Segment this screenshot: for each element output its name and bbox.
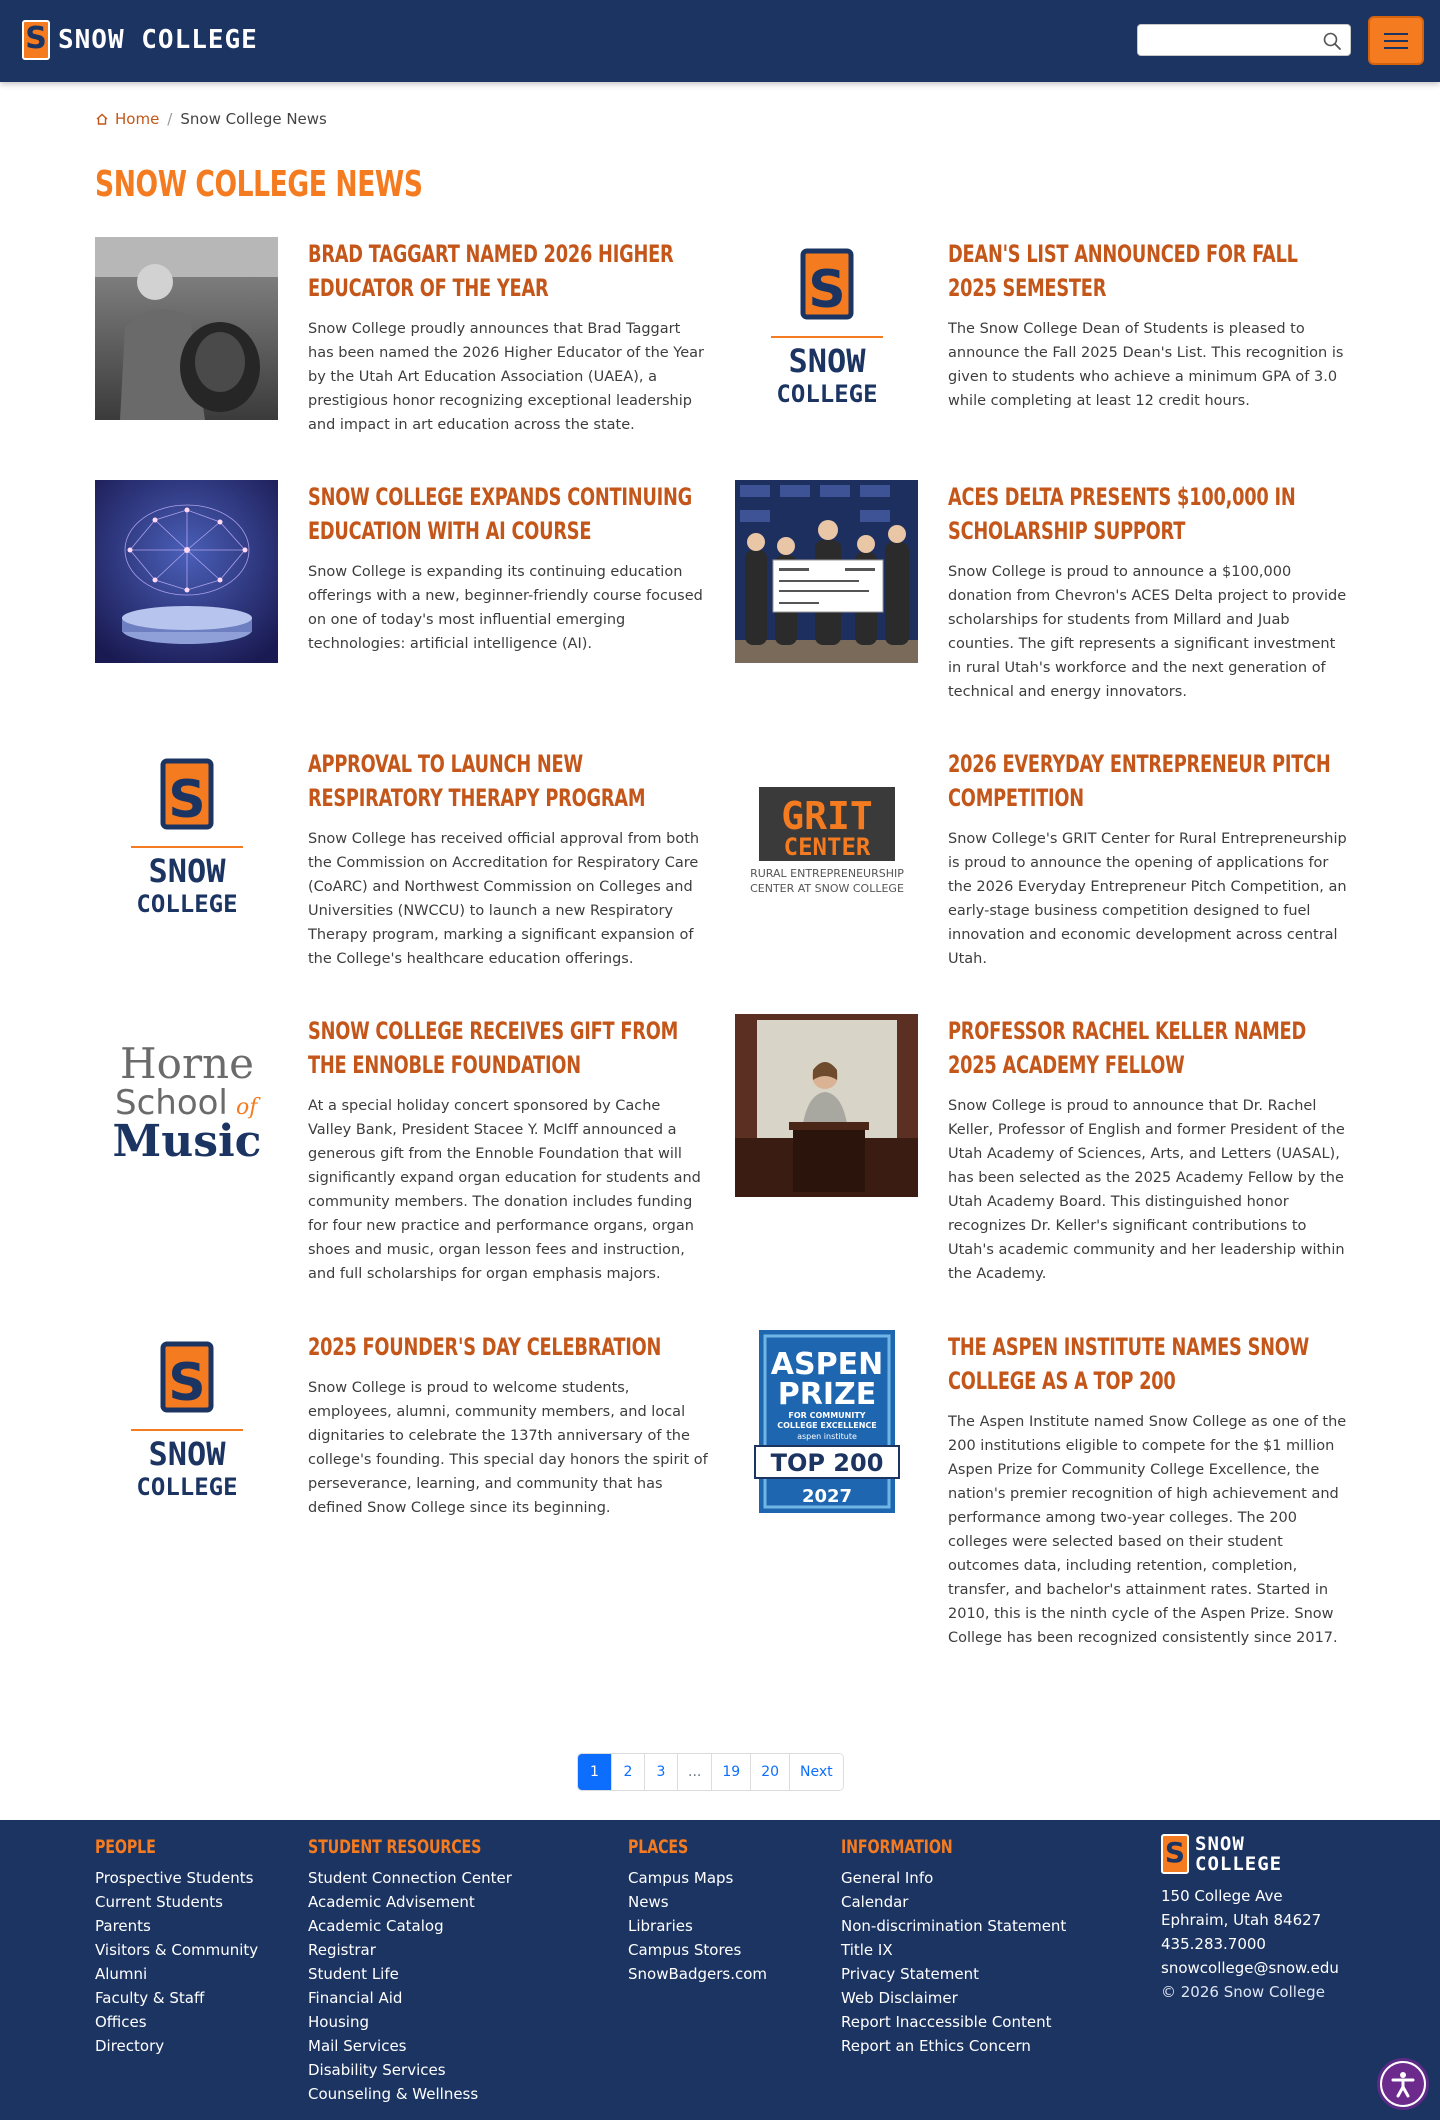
home-icon — [95, 112, 109, 126]
news-title[interactable]: SNOW COLLEGE EXPANDS CONTINUING EDUCATION WITH AI COURSE — [308, 483, 693, 545]
email-link[interactable]: snowcollege@snow.edu — [1161, 1959, 1339, 1977]
search-box — [1137, 24, 1351, 56]
address-line-1: 150 College Ave — [1161, 1887, 1283, 1905]
copyright: © 2026 Snow College — [1161, 1983, 1325, 2001]
news-summary: Snow College is expanding its continuing education offerings with a new, beginner-friendly course focused on one of today's most influential emerging technologies: artificial intelligence (AI). — [308, 564, 703, 652]
grit-center-logo[interactable] — [735, 747, 918, 930]
footer-logo-line1: SNOW — [1195, 1833, 1245, 1855]
logo-word-snow: SNOW — [788, 342, 866, 380]
footer-heading: PLACES — [628, 1836, 689, 1858]
footer-link[interactable]: Alumni — [95, 1965, 148, 1983]
footer-link[interactable]: Student Connection Center — [308, 1869, 512, 1887]
of-word: of — [236, 1095, 258, 1120]
footer-link[interactable]: Offices — [95, 2013, 147, 2031]
news-summary: Snow College is proud to announce that Dr. Rachel Keller, Professor of English and former President of the Utah Academy of Sciences, Arts, and Letters (UASAL), has been selected as the 2025 Academy Fellow by the Utah Academy Board. This distinguished honor recognizes Dr. Keller's significant contributions to Utah's academic community and her leadership within the Academy. — [948, 1098, 1345, 1282]
horne-school-of-music-logo[interactable] — [95, 1014, 278, 1197]
news-summary: Snow College is proud to announce a $100,000 donation from Chevron's ACES Delta project to provide scholarships for students from Millard and Juab counties. The gift represents a significant investment in rural Utah's workforce and the next generation of technical and energy innovators. — [948, 564, 1347, 700]
aspen-prize-badge[interactable] — [735, 1330, 918, 1513]
page-link-3[interactable]: 3 — [644, 1754, 677, 1790]
hamburger-icon-bar — [1384, 40, 1408, 42]
news-title[interactable]: PROFESSOR RACHEL KELLER NAMED 2025 ACADEMY FELLOW — [948, 1017, 1306, 1079]
footer-link[interactable]: Academic Advisement — [308, 1893, 475, 1911]
footer-link[interactable]: Housing — [308, 2013, 369, 2031]
news-title[interactable]: SNOW COLLEGE RECEIVES GIFT FROM THE ENNOBLE FOUNDATION — [308, 1017, 679, 1079]
footer-contact — [1161, 1884, 1339, 2004]
snow-college-logo[interactable] — [95, 1330, 278, 1513]
footer-link[interactable]: Visitors & Community — [95, 1941, 259, 1959]
footer-link[interactable]: Counseling & Wellness — [308, 2085, 479, 2103]
footer-link[interactable]: Faculty & Staff — [95, 1989, 205, 2007]
footer-link[interactable]: Privacy Statement — [841, 1965, 980, 1983]
page-link-20[interactable]: 20 — [750, 1754, 789, 1790]
accessibility-button[interactable] — [1377, 2058, 1429, 2110]
news-summary: Snow College's GRIT Center for Rural Entrepreneurship is proud to announce the opening of applications for the 2026 Everyday Entrepreneur Pitch Competition, an early-stage business competition designed to fuel innovation and economic development across central Utah. — [948, 831, 1347, 967]
footer-link[interactable]: Student Life — [308, 1965, 399, 1983]
footer-heading: STUDENT RESOURCES — [308, 1836, 482, 1858]
check-presentation-photo[interactable] — [735, 480, 918, 663]
breadcrumb-home-label: Home — [115, 110, 160, 128]
badge-sub1: FOR COMMUNITY — [788, 1411, 866, 1420]
breadcrumb-separator: / — [167, 110, 173, 128]
footer-link[interactable]: General Info — [841, 1869, 934, 1887]
grit-word: GRIT — [781, 794, 873, 838]
footer-link[interactable]: SnowBadgers.com — [628, 1965, 768, 1983]
logo-s-mark: S — [22, 20, 50, 60]
news-title[interactable]: BRAD TAGGART NAMED 2026 HIGHER EDUCATOR OF THE YEAR — [308, 240, 674, 302]
logo-wordmark: SNOW COLLEGE — [58, 25, 258, 55]
logo-word-college: COLLEGE — [776, 380, 878, 408]
school-word: School — [115, 1083, 228, 1123]
news-title[interactable]: ACES DELTA PRESENTS $100,000 IN SCHOLARSHIP SUPPORT — [948, 483, 1296, 545]
phone-number[interactable]: 435.283.7000 — [1161, 1935, 1266, 1953]
news-summary: Snow College is proud to welcome students, employees, alumni, community members, and local dignitaries to celebrate the 137th anniversary of the college's founding. This special day honors the spirit of perseverance, learning, and community that has defined Snow College since its beginning. — [308, 1380, 708, 1516]
logo-word-college: COLLEGE — [136, 890, 238, 918]
logo-letter: S — [168, 770, 206, 830]
accessibility-icon — [1382, 2063, 1424, 2105]
footer-link[interactable]: Registrar — [308, 1941, 376, 1959]
news-summary: The Snow College Dean of Students is pleased to announce the Fall 2025 Dean's List. This recognition is given to students who achieve a minimum GPA of 3.0 while completing at least 12 credit hours. — [948, 321, 1344, 409]
footer-link[interactable]: Financial Aid — [308, 1989, 403, 2007]
news-summary: The Aspen Institute named Snow College as one of the 200 institutions eligible to compete for the $1 million Aspen Prize for Community College Excellence, the nation's premier recognition of high achievement and performance among two-year colleges. The 200 colleges were selected based on their student outcomes data, including retention, completion, transfer, and bachelor's attainment rates. Started in 2010, this is the ninth cycle of the Aspen Prize. Snow College has been recognized consistently since 2017. — [948, 1414, 1347, 1646]
breadcrumb — [95, 110, 327, 128]
footer-link[interactable]: Title IX — [841, 1941, 893, 1959]
news-title[interactable]: THE ASPEN INSTITUTE NAMES SNOW COLLEGE AS A TOP 200 — [948, 1333, 1310, 1395]
news-summary: At a special holiday concert sponsored by Cache Valley Bank, President Stacee Y. McIff announced a generous gift from the Ennoble Foundation that will significantly expand organ education for students and community members. The donation includes funding for four new practice and performance organs, organ shoes and music, organ lesson fees and instruction, and full scholarships for organ emphasis majors. — [308, 1098, 701, 1282]
news-title[interactable]: APPROVAL TO LAUNCH NEW RESPIRATORY THERAPY PROGRAM — [308, 750, 646, 812]
footer-link[interactable]: Campus Maps — [628, 1869, 734, 1887]
footer-link[interactable]: Report an Ethics Concern — [841, 2037, 1031, 2055]
footer-link[interactable]: Directory — [95, 2037, 165, 2055]
hamburger-icon-bar — [1384, 33, 1408, 35]
news-title[interactable]: DEAN'S LIST ANNOUNCED FOR FALL 2025 SEMESTER — [948, 240, 1298, 302]
badge-sub2: COLLEGE EXCELLENCE — [777, 1421, 877, 1430]
site-header — [0, 0, 1440, 82]
footer-link[interactable]: News — [628, 1893, 669, 1911]
site-footer — [0, 1820, 1440, 2120]
page-link-1[interactable]: 1 — [578, 1754, 611, 1790]
footer-column-student-resources — [308, 1836, 608, 2106]
footer-column-information — [841, 1836, 1141, 2058]
news-summary: Snow College proudly announces that Brad Taggart has been named the 2026 Higher Educator of the Year by the Utah Art Education Association (UAEA), a prestigious honor recognizing exceptional leadership and impact in art education across the state. — [308, 321, 704, 433]
badge-aspen: ASPEN — [770, 1347, 884, 1382]
next-page-link[interactable]: Next — [789, 1754, 843, 1790]
footer-link[interactable]: Mail Services — [308, 2037, 407, 2055]
page-title: SNOW COLLEGE NEWS — [95, 164, 423, 205]
breadcrumb-home[interactable] — [95, 110, 159, 128]
footer-link[interactable]: Calendar — [841, 1893, 909, 1911]
site-logo[interactable] — [22, 20, 258, 60]
snow-college-logo[interactable] — [95, 747, 278, 930]
ai-brain-illustration[interactable] — [95, 480, 278, 663]
news-thumbnail-photo[interactable] — [95, 237, 278, 420]
footer-link[interactable]: Web Disclaimer — [841, 1989, 958, 2007]
news-title[interactable]: 2025 FOUNDER'S DAY CELEBRATION — [308, 1333, 662, 1361]
news-summary: Snow College has received official approval from both the Commission on Accreditation for Respiratory Care (CoARC) and Northwest Commission on Colleges and Universities (NWCCU) to launch a new Respiratory Therapy program, marking a significant expansion of the College's healthcare education offerings. — [308, 831, 700, 967]
logo-word-snow: SNOW — [148, 1435, 226, 1473]
hamburger-icon-bar — [1384, 47, 1408, 49]
footer-link[interactable]: Current Students — [95, 1893, 223, 1911]
footer-logo-wordmark — [1195, 1834, 1282, 1874]
footer-link[interactable]: Prospective Students — [95, 1869, 254, 1887]
logo-word-college: COLLEGE — [136, 1473, 238, 1501]
snow-college-logo[interactable] — [735, 237, 918, 420]
logo-word-snow: SNOW — [148, 852, 226, 890]
footer-heading: PEOPLE — [95, 1836, 156, 1858]
pagination — [577, 1753, 844, 1791]
footer-link[interactable]: Disability Services — [308, 2061, 446, 2079]
footer-link[interactable]: Academic Catalog — [308, 1917, 444, 1935]
footer-link[interactable]: Report Inaccessible Content — [841, 2013, 1052, 2031]
badge-sub3: aspen institute — [797, 1432, 857, 1441]
footer-logo-mark: S — [1161, 1834, 1189, 1874]
footer-link[interactable]: Campus Stores — [628, 1941, 742, 1959]
badge-prize: PRIZE — [777, 1377, 877, 1412]
logo-letter: S — [808, 260, 846, 320]
page-link-19[interactable]: 19 — [711, 1754, 750, 1790]
grit-sub1: RURAL ENTREPRENEURSHIP — [750, 867, 904, 880]
logo-letter: S — [168, 1353, 206, 1413]
center-word: CENTER — [783, 833, 871, 861]
page-ellipsis: ... — [677, 1754, 711, 1790]
news-title[interactable]: 2026 EVERYDAY ENTREPRENEUR PITCH COMPETITION — [948, 750, 1331, 812]
speaker-at-podium-photo[interactable] — [735, 1014, 918, 1197]
page-link-2[interactable]: 2 — [611, 1754, 644, 1790]
footer-link[interactable]: Non-discrimination Statement — [841, 1917, 1067, 1935]
grit-sub2: CENTER AT SNOW COLLEGE — [750, 882, 904, 895]
search-icon[interactable] — [1322, 31, 1342, 51]
breadcrumb-current: Snow College News — [180, 110, 327, 128]
badge-year: 2027 — [801, 1486, 853, 1507]
horne-word: Horne — [120, 1039, 254, 1088]
footer-heading: INFORMATION — [841, 1836, 953, 1858]
music-word: Music — [112, 1116, 262, 1167]
menu-button[interactable] — [1368, 16, 1424, 65]
search-input[interactable] — [1138, 25, 1308, 55]
address-line-2: Ephraim, Utah 84627 — [1161, 1911, 1322, 1929]
footer-logo-line2: COLLEGE — [1195, 1853, 1283, 1875]
footer-link[interactable]: Parents — [95, 1917, 151, 1935]
badge-rank: TOP 200 — [770, 1449, 884, 1477]
footer-link[interactable]: Libraries — [628, 1917, 693, 1935]
footer-logo[interactable] — [1161, 1834, 1282, 1874]
